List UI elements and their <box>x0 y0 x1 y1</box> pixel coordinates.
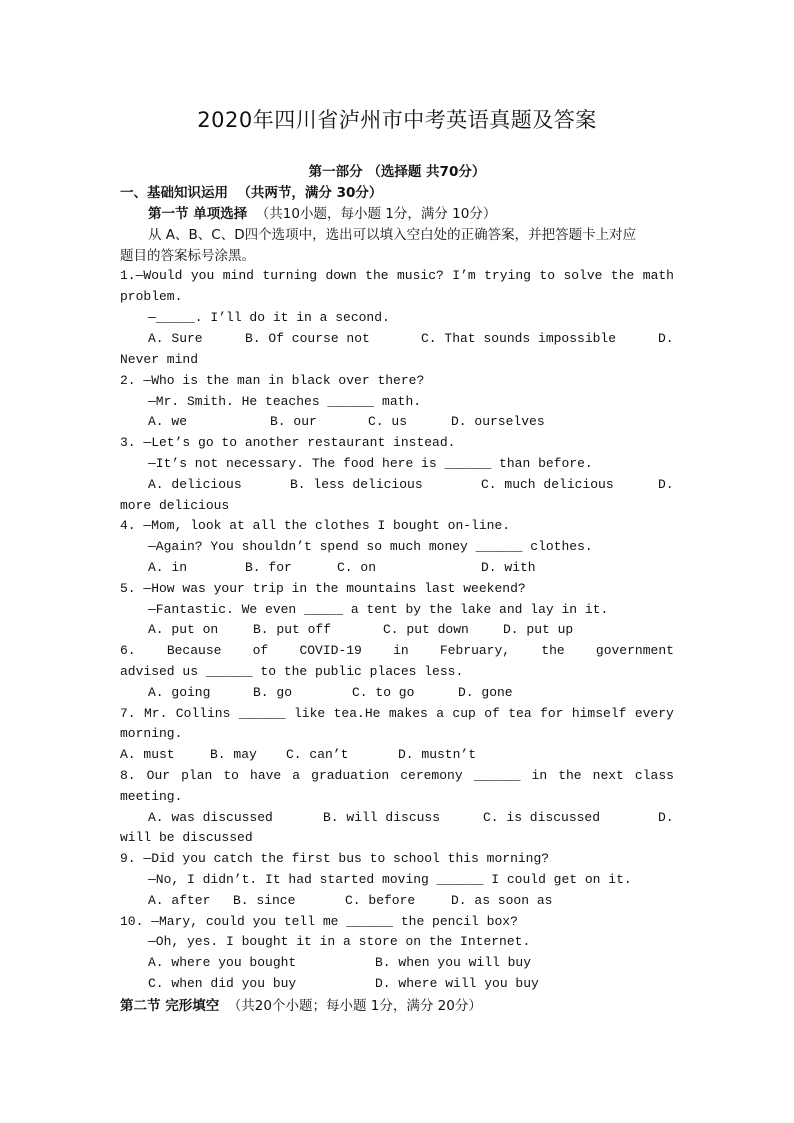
question-9-reply: —No, I didn’t. It had started moving ______ I could get on it. <box>148 872 632 887</box>
word: makes <box>388 706 428 721</box>
question-1-stem <box>120 268 674 283</box>
question-2-option-d: D. ourselves <box>451 414 545 429</box>
question-3-option-c: C. much delicious <box>481 477 614 492</box>
question-9-option-d: D. as soon as <box>451 893 553 908</box>
question-7-option-a: A. must <box>120 747 175 762</box>
section-info: （共两节，满分 30分） <box>237 185 383 201</box>
question-6-option-a: A. going <box>148 685 211 700</box>
question-10-stem: 10. —Mary, could you tell me ______ the pencil box? <box>120 914 518 929</box>
question-7-stem <box>120 706 674 721</box>
word: himself <box>571 706 627 721</box>
word: math <box>642 268 674 283</box>
question-7-option-d: D. mustn’t <box>398 747 477 762</box>
question-8-option-b: B. will discuss <box>323 810 441 825</box>
word: plan <box>181 768 213 783</box>
question-5-option-c: C. put down <box>383 622 469 637</box>
word: I’m <box>452 268 476 283</box>
word: COVID-19 <box>299 643 362 658</box>
word: 1.—Would <box>120 268 183 283</box>
question-1-option-a: A. Sure <box>148 331 203 346</box>
word: Collins <box>175 706 231 721</box>
word: solve <box>563 268 603 283</box>
question-5-option-b: B. put off <box>253 622 332 637</box>
question-4-option-b: B. for <box>245 560 292 575</box>
instruction-line: 题目的答案标号涂黑。 <box>120 248 255 264</box>
question-8-option-c: C. is discussed <box>483 810 601 825</box>
word: of <box>484 706 500 721</box>
word: the <box>558 768 582 783</box>
section-title: 一、基础知识运用 <box>120 185 228 201</box>
word: down <box>325 268 357 283</box>
word: ______ <box>473 768 521 783</box>
question-6-stem <box>120 643 674 658</box>
subsection-2-info: （共20个小题；每小题 1分，满分 20分） <box>227 998 482 1014</box>
question-5-option-d: D. put up <box>503 622 574 637</box>
word: have <box>250 768 282 783</box>
question-9-option-b: B. since <box>233 893 296 908</box>
question-2-option-a: A. we <box>148 414 188 429</box>
word: the <box>610 268 635 283</box>
page-title: 2020年四川省泸州市中考英语真题及答案 <box>197 108 597 132</box>
question-3-stem: 3. —Let’s go to another restaurant instead. <box>120 435 456 450</box>
word: Mr. <box>144 706 168 721</box>
question-2-option-b: B. our <box>270 414 317 429</box>
word: the <box>541 643 565 658</box>
question-1-option-d: D. <box>658 331 674 346</box>
question-2-reply: —Mr. Smith. He teaches ______ math. <box>148 394 422 409</box>
question-8-option-a: A. was discussed <box>148 810 273 825</box>
question-7-stem-cont: morning. <box>120 726 183 741</box>
word: like <box>294 706 326 721</box>
word: ______ <box>238 706 286 721</box>
question-3-option-d-cont: more delicious <box>120 498 230 513</box>
subsection-2-title: 第二节 完形填空 <box>120 998 220 1014</box>
subsection-info: （共10小题，每小题 1分，满分 10分） <box>255 206 497 222</box>
word: February, <box>439 643 511 658</box>
question-3-reply: —It’s not necessary. The food here is ______ than before. <box>148 456 593 471</box>
question-10-option-d: D. where will you buy <box>375 976 539 991</box>
question-10-option-c: C. when did you buy <box>148 976 297 991</box>
word: you <box>190 268 215 283</box>
question-1-option-d-cont: Never mind <box>120 352 199 367</box>
question-7-option-c: C. can’t <box>286 747 349 762</box>
question-5-stem: 5. —How was your trip in the mountains last weekend? <box>120 581 526 596</box>
word: of <box>252 643 269 658</box>
question-10-option-a: A. where you bought <box>148 955 297 970</box>
word: turning <box>262 268 318 283</box>
word: ceremony <box>400 768 463 783</box>
question-2-stem: 2. —Who is the man in black over there? <box>120 373 425 388</box>
subsection-2-heading <box>120 994 482 1014</box>
word: Because <box>166 643 222 658</box>
word: to <box>223 768 239 783</box>
question-6-option-c: C. to go <box>352 685 415 700</box>
question-9-option-c: C. before <box>345 893 416 908</box>
word: Our <box>146 768 171 783</box>
word: trying <box>484 268 531 283</box>
question-6-option-d: D. gone <box>458 685 513 700</box>
question-8-stem-cont: meeting. <box>120 789 183 804</box>
word: a <box>292 768 301 783</box>
subsection-title: 第一节 单项选择 <box>148 206 248 222</box>
question-8-stem <box>120 768 674 783</box>
question-10-option-b: B. when you will buy <box>375 955 532 970</box>
question-3-option-b: B. less delicious <box>290 477 423 492</box>
question-2-option-c: C. us <box>368 414 408 429</box>
word: 8. <box>120 768 136 783</box>
question-4-stem: 4. —Mom, look at all the clothes I bought on-line. <box>120 518 511 533</box>
question-9-stem: 9. —Did you catch the first bus to school this morning? <box>120 851 550 866</box>
subsection-heading <box>148 202 496 222</box>
question-5-reply: —Fantastic. We even _____ a tent by the lake and lay in it. <box>148 602 609 617</box>
question-4-option-d: D. with <box>481 560 536 575</box>
word: the <box>365 268 389 283</box>
word: class <box>634 768 674 783</box>
question-4-reply: —Again? You shouldn’t spend so much money ______ clothes. <box>148 539 593 554</box>
word: every <box>634 706 674 721</box>
word: tea <box>508 706 532 721</box>
part-heading: 第一部分 （选择题 共70分） <box>308 164 486 180</box>
question-7-option-b: B. may <box>210 747 257 762</box>
instruction-line: 从 A、B、C、D四个选项中，选出可以填入空白处的正确答案，并把答题卡上对应 <box>148 227 637 243</box>
word: government <box>595 643 674 658</box>
section-heading <box>120 181 382 201</box>
word: tea.He <box>333 706 381 721</box>
word: in <box>531 768 548 783</box>
word: mind <box>222 268 254 283</box>
question-1-stem-cont: problem. <box>120 289 183 304</box>
question-1-option-c: C. That sounds impossible <box>421 331 617 346</box>
question-3-option-a: A. delicious <box>148 477 242 492</box>
question-4-option-a: A. in <box>148 560 188 575</box>
word: in <box>393 643 409 658</box>
question-5-option-a: A. put on <box>148 622 219 637</box>
word: music? <box>397 268 444 283</box>
question-8-option-d-cont: will be discussed <box>120 830 253 845</box>
word: next <box>592 768 624 783</box>
question-8-option-d: D. <box>658 810 674 825</box>
question-9-option-a: A. after <box>148 893 211 908</box>
question-3-option-d: D. <box>658 477 674 492</box>
word: to <box>539 268 555 283</box>
question-6-stem-cont: advised us ______ to the public places less. <box>120 664 464 679</box>
question-4-option-c: C. on <box>337 560 377 575</box>
word: cup <box>452 706 476 721</box>
question-10-reply: —Oh, yes. I bought it in a store on the Internet. <box>148 934 531 949</box>
word: for <box>540 706 564 721</box>
question-1-option-b: B. Of course not <box>245 331 370 346</box>
word: graduation <box>311 768 390 783</box>
word: 7. <box>120 706 136 721</box>
word: a <box>436 706 445 721</box>
word: 6. <box>120 643 136 658</box>
question-1-reply: —_____. I’ll do it in a second. <box>148 310 390 325</box>
question-6-option-b: B. go <box>253 685 293 700</box>
